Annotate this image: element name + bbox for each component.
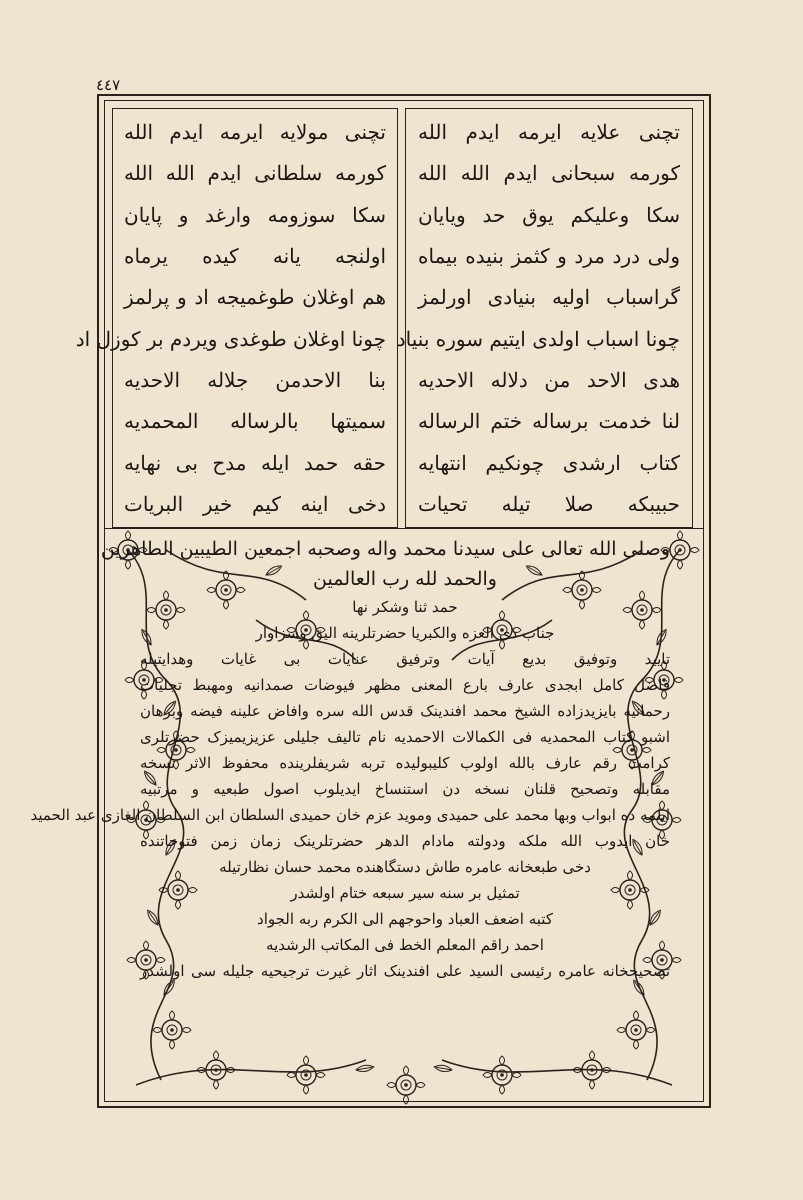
- colophon-line: والحمد لله رب العالمین: [313, 568, 497, 590]
- verse-line: کتاب ارشدی چونکیم انتهایه: [418, 450, 680, 475]
- verse-line: سمیتها بالرساله المحمدیه: [124, 409, 386, 434]
- colophon-line: احمد راقم المعلم الخط فی المکاتب الرشدیه: [266, 936, 544, 954]
- verse-line: کورمه سبحانی ایدم الله الله: [418, 161, 680, 186]
- colophon-line: ایلمه ده ابواب وبها محمد علی حمیدی وموید عزم خان حمیدی السلطان ابن السلطان الغازی عبد الحمید: [30, 806, 670, 824]
- verse-line: هدی الاحد من دلاله الاحدیه: [418, 367, 680, 392]
- right-verse-column: [396, 112, 680, 524]
- colophon-line: دخی طبعخانه عامره طاش دستگاهنده محمد حسان نظارتیله: [219, 858, 591, 876]
- verse-line: حبیبکه صلا تیله تحیات: [418, 491, 680, 516]
- colophon-line: مقابله وتصحیح قلنان نسخه دن استنساخ ایدیلوب اصول طبعیه و مرتبیه: [140, 780, 670, 798]
- section-divider: [104, 528, 704, 529]
- verse-line: لنا خدمت برساله ختم الرساله: [418, 409, 680, 434]
- colophon-line: جناب ذی العزه والکبریا حضرتلرینه الیق وسزاوار: [255, 624, 555, 642]
- colophon-line: رحمانیه بایزیدزاده الشیخ محمد افندینک قدس الله سره وافاض علینه فیضه وبرهان: [140, 702, 670, 720]
- verse-line: چونا اوغلان طوغدی ویردم بر کوزل اد: [75, 326, 386, 351]
- colophon-line: خان ایدوب الله ملکه ودولته مادام الدهر حضرتلرینک زمان زمن فتوحاتنده: [140, 832, 670, 850]
- colophon-line: تایید وتوفیق بدیع آیات وترفیق عنایات بی غایات وهدایتیله: [140, 650, 670, 668]
- verse-line: گراسباب اولیه بنیادی اورلمز: [418, 285, 680, 310]
- verse-line: هم اوغلان طوغمیجه اد و پرلمز: [124, 285, 386, 310]
- verse-line: ولی درد مرد و کثمز بنیده بیماه: [418, 243, 680, 268]
- verse-line: اولنجه یانه کیده یرماه: [124, 243, 386, 268]
- page-number: ٤٤٧: [96, 76, 121, 94]
- verse-line: چونا اسباب اولدی ایتیم سوره بنیاد: [396, 326, 680, 351]
- verse-line: دخی اینه کیم خیر البریات: [124, 491, 386, 516]
- left-verse-column: [75, 112, 386, 524]
- verse-line: تچنی علایه ایرمه ایدم الله: [418, 120, 680, 144]
- verse-line: بنا الاحدمن جلاله الاحدیه: [124, 367, 386, 392]
- colophon-line: حمد ثنا وشکر نها: [352, 598, 458, 616]
- colophon-line: کرامت رقم عارف بالله اولوب کلیبولیده تربه شریفلرینده محفوظ الاثر نسخه: [140, 754, 670, 772]
- verse-line: حقه حمد ایله مدح بی نهایه: [124, 450, 386, 475]
- verse-line: سکا وعلیکم یوق حد ویایان: [418, 202, 680, 227]
- colophon-line: تصحیحخانه عامره رئیسی السید علی افندینک اثار غیرت ترجیحیه جلیله سی اولشدر: [140, 962, 670, 980]
- colophon-line: تمثیل بر سنه سیر سبعه ختام اولشدر: [290, 884, 520, 902]
- colophon-line: وصلی الله تعالی علی سیدنا محمد واله وصحبه اجمعین الطیبین الطاهرین: [100, 538, 670, 560]
- colophon: [30, 534, 670, 984]
- verse-line: تچنی مولایه ایرمه ایدم الله: [124, 120, 386, 144]
- verse-line: سکا سوزومه وارغد و پایان: [124, 202, 386, 227]
- verse-line: کورمه سلطانی ایدم الله الله: [124, 161, 386, 186]
- colophon-line: فاضل کامل ابجدی عارف بارع المعنی مظهر فیوضات صمدانیه ومهبط تجلیات: [140, 676, 670, 694]
- colophon-line: اشبو کتاب المحمدیه فی الکمالات الاحمدیه نام تالیف جلیلی عزیزیمیزک حضرتلری: [140, 728, 670, 746]
- colophon-line: کتبه اضعف العباد واحوجهم الی الکرم ربه الجواد: [257, 910, 553, 928]
